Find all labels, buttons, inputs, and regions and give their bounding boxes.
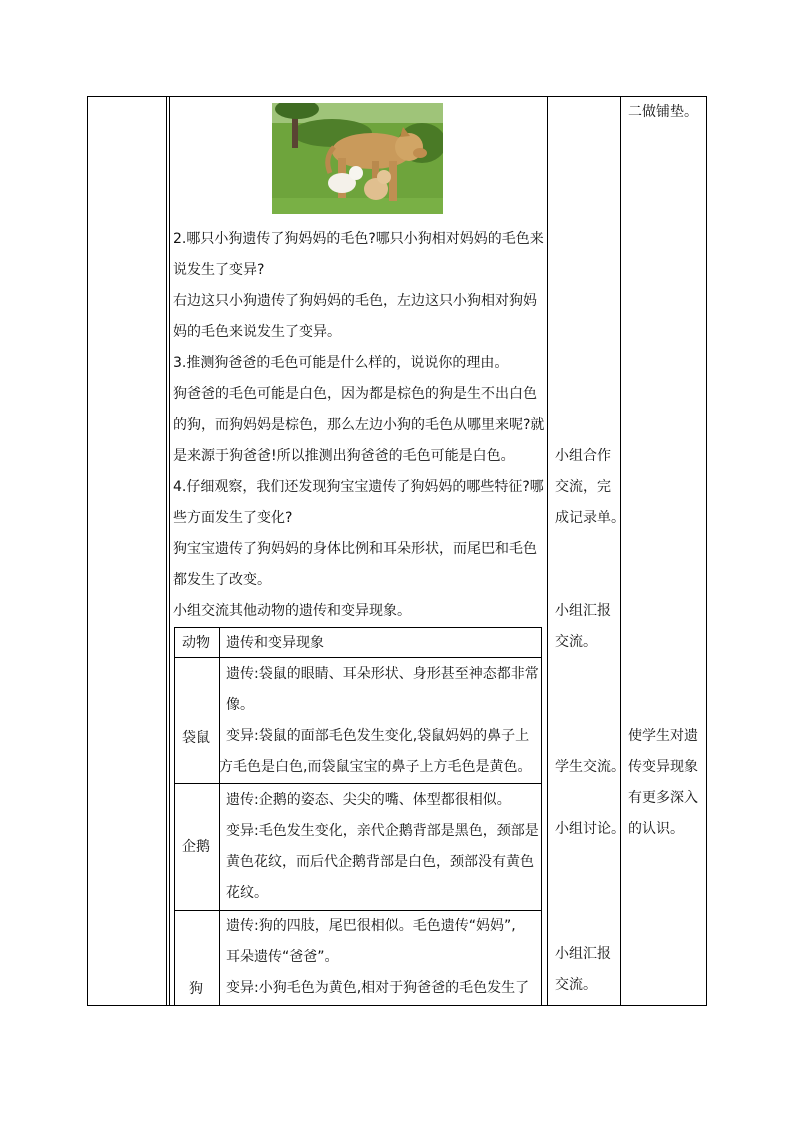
inner-table-row1-bottom bbox=[174, 783, 542, 784]
row-animal-kangaroo: 袋鼠 bbox=[182, 730, 210, 746]
inner-table-right bbox=[541, 627, 542, 1005]
answer-3-line-3: 是来源于狗爸爸!所以推测出狗爸爸的毛色可能是白色。 bbox=[173, 448, 515, 464]
dog-line-3: 变异:小狗毛色为黄色,相对于狗爸爸的毛色发生了 bbox=[226, 980, 530, 996]
student-activity-1-line-2: 交流，完 bbox=[555, 479, 611, 495]
intent-line-3: 有更多深入 bbox=[628, 790, 698, 806]
answer-4-line-2: 都发生了改变。 bbox=[173, 572, 271, 588]
table-border-left bbox=[87, 96, 88, 1006]
kangaroo-line-4: 方毛色是白色,而袋鼠宝宝的鼻子上方毛色是黄色。 bbox=[219, 759, 532, 775]
penguin-line-3: 黄色花纹，而后代企鹅背部是白色，颈部没有黄色 bbox=[226, 854, 534, 870]
question-2-line-1: 2.哪只小狗遗传了狗妈妈的毛色?哪只小狗相对妈妈的毛色来 bbox=[173, 231, 544, 247]
answer-4-line-1: 狗宝宝遗传了狗妈妈的身体比例和耳朵形状，而尾巴和毛色 bbox=[173, 541, 537, 557]
question-4-line-1: 4.仔细观察，我们还发现狗宝宝遗传了狗妈妈的哪些特征?哪 bbox=[173, 479, 544, 495]
student-activity-4-line-1: 小组讨论。 bbox=[555, 821, 625, 837]
student-activity-5-line-2: 交流。 bbox=[555, 977, 597, 993]
answer-3-line-1: 狗爸爸的毛色可能是白色，因为都是棕色的狗是生不出白色 bbox=[173, 386, 537, 402]
row-animal-dog: 狗 bbox=[189, 981, 203, 997]
table-border-top bbox=[87, 96, 707, 97]
answer-2-line-1: 右边这只小狗遗传了狗妈妈的毛色，左边这只小狗相对狗妈 bbox=[173, 293, 537, 309]
penguin-line-1: 遗传:企鹅的姿态、尖尖的嘴、体型都很相似。 bbox=[226, 792, 511, 808]
kangaroo-line-1: 遗传:袋鼠的眼睛、耳朵形状、身形甚至神态都非常 bbox=[226, 666, 539, 682]
student-activity-5-line-1: 小组汇报 bbox=[555, 946, 611, 962]
inner-table-header-bottom bbox=[174, 657, 542, 658]
penguin-line-4: 花纹。 bbox=[226, 885, 268, 901]
question-4-line-2: 些方面发生了变化? bbox=[173, 510, 293, 526]
kangaroo-line-2: 像。 bbox=[226, 697, 254, 713]
inner-header-phenomenon: 遗传和变异现象 bbox=[226, 635, 324, 651]
dog-family-photo bbox=[272, 103, 443, 214]
student-activity-3-line-1: 学生交流。 bbox=[555, 759, 625, 775]
dog-line-2: 耳朵遗传“爸爸”。 bbox=[226, 949, 339, 965]
student-activity-1-line-3: 成记录单。 bbox=[555, 510, 625, 526]
dog-line-1: 遗传:狗的四肢，尾巴很相似。毛色遗传“妈妈”, bbox=[226, 918, 516, 934]
table-divider-3 bbox=[547, 96, 548, 1006]
student-activity-2-line-2: 交流。 bbox=[555, 634, 597, 650]
col3-top-text: 二做铺垫。 bbox=[628, 104, 698, 120]
intent-line-2: 传变异现象 bbox=[628, 759, 698, 775]
kangaroo-line-3: 变异:袋鼠的面部毛色发生变化,袋鼠妈妈的鼻子上 bbox=[226, 728, 530, 744]
answer-2-line-2: 妈的毛色来说发生了变异。 bbox=[173, 324, 341, 340]
penguin-line-2: 变异:毛色发生变化，亲代企鹅背部是黑色，颈部是 bbox=[226, 823, 539, 839]
table-divider-4 bbox=[620, 96, 621, 1006]
intent-line-4: 的认识。 bbox=[628, 821, 684, 837]
table-divider-2 bbox=[169, 96, 170, 1006]
inner-table-row2-bottom bbox=[174, 910, 542, 911]
question-3-line-1: 3.推测狗爸爸的毛色可能是什么样的，说说你的理由。 bbox=[173, 355, 509, 371]
inner-table-left bbox=[174, 627, 175, 1005]
student-activity-1-line-1: 小组合作 bbox=[555, 448, 611, 464]
inner-header-animal: 动物 bbox=[182, 635, 210, 651]
intent-line-1: 使学生对遗 bbox=[628, 728, 698, 744]
group-exchange-line: 小组交流其他动物的遗传和变异现象。 bbox=[173, 603, 411, 619]
question-2-line-2: 说发生了变异? bbox=[173, 262, 265, 278]
inner-table-top bbox=[174, 627, 542, 628]
student-activity-2-line-1: 小组汇报 bbox=[555, 603, 611, 619]
answer-3-line-2: 的狗，而狗妈妈是棕色，那么左边小狗的毛色从哪里来呢?就 bbox=[173, 417, 545, 433]
table-divider-1 bbox=[166, 96, 167, 1006]
inner-table-mid bbox=[219, 627, 220, 1005]
dog-photo-illustration bbox=[272, 103, 443, 214]
table-border-bottom bbox=[87, 1005, 707, 1006]
table-border-right bbox=[706, 96, 707, 1006]
row-animal-penguin: 企鹅 bbox=[182, 839, 210, 855]
